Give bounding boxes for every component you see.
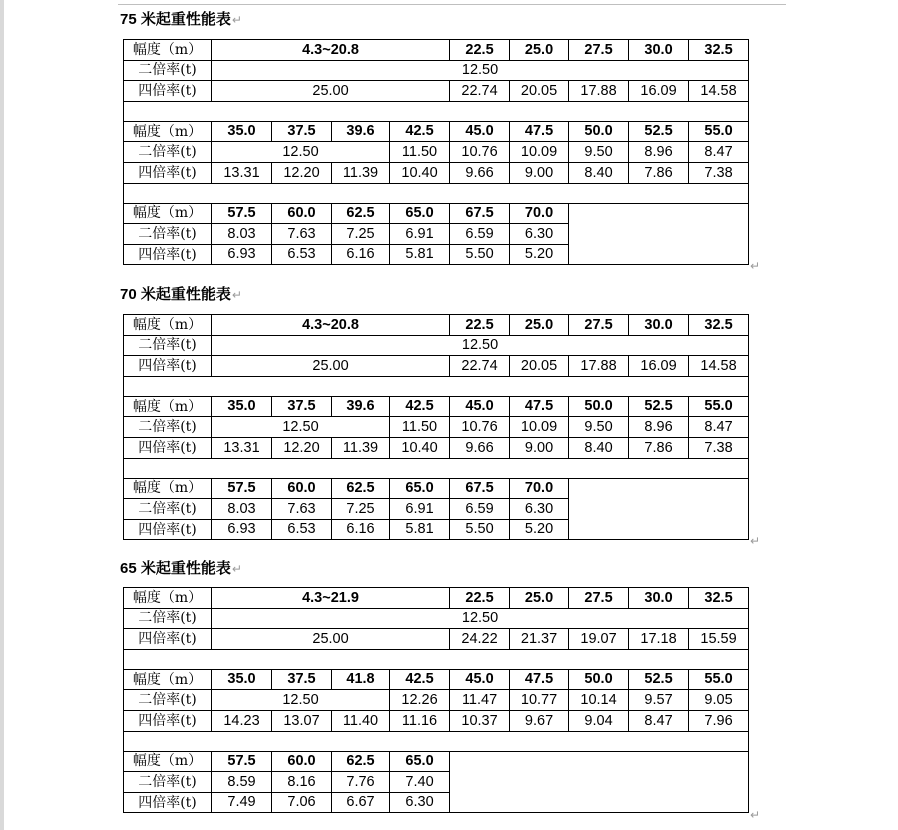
quad-rate-cell: 6.53 — [272, 244, 332, 265]
row-label-quad: 四倍率(t) — [124, 629, 212, 650]
amplitude-row — [124, 315, 749, 336]
amplitude-cell: 27.5 — [569, 588, 629, 609]
quad-rate-cell: 17.18 — [629, 629, 689, 650]
row-label-amplitude: 幅度（m） — [124, 40, 212, 61]
double-rate-cell: 12.26 — [390, 690, 450, 711]
quad-rate-cell: 5.20 — [510, 244, 569, 265]
row-label-quad: 四倍率(t) — [124, 81, 212, 102]
spacer-row — [124, 376, 749, 396]
amplitude-cell: 50.0 — [569, 121, 629, 142]
quad-rate-cell: 11.39 — [332, 437, 390, 458]
amplitude-cell: 35.0 — [212, 121, 272, 142]
quad-rate-cell: 15.59 — [689, 629, 749, 650]
amplitude-cell: 47.5 — [510, 396, 569, 417]
table-title-text: 75 米起重性能表 — [120, 11, 231, 28]
amplitude-cell: 60.0 — [272, 203, 332, 224]
amplitude-cell: 65.0 — [390, 751, 450, 772]
header-rule — [118, 4, 786, 5]
double-rate-cell: 11.50 — [390, 142, 450, 163]
amplitude-row — [124, 396, 749, 417]
row-label-quad: 四倍率(t) — [124, 437, 212, 458]
amplitude-cell: 41.8 — [332, 669, 390, 690]
amplitude-row — [124, 588, 749, 609]
quad-rate-cell: 6.16 — [332, 519, 390, 540]
double-rate-cell: 6.91 — [390, 499, 450, 520]
row-label-quad: 四倍率(t) — [124, 519, 212, 540]
amplitude-row — [124, 203, 749, 224]
row-label-amplitude: 幅度（m） — [124, 478, 212, 499]
quad-rate-cell: 14.58 — [689, 356, 749, 377]
row-label-amplitude: 幅度（m） — [124, 396, 212, 417]
double-rate-cell: 6.30 — [510, 224, 569, 245]
double-rate-row — [124, 608, 749, 629]
amplitude-range-cell: 4.3~20.8 — [212, 40, 450, 61]
amplitude-cell: 39.6 — [332, 121, 390, 142]
quad-rate-cell: 11.40 — [332, 710, 390, 731]
double-rate-cell: 11.47 — [450, 690, 510, 711]
load-chart-table — [123, 587, 749, 813]
quad-rate-row — [124, 356, 749, 377]
spacer-cell — [124, 649, 749, 669]
quad-rate-cell: 5.81 — [390, 244, 450, 265]
double-rate-row — [124, 142, 749, 163]
spacer-cell — [124, 376, 749, 396]
double-rate-row — [124, 335, 749, 356]
quad-rate-cell: 5.20 — [510, 519, 569, 540]
row-label-double: 二倍率(t) — [124, 499, 212, 520]
quad-rate-merged-cell: 25.00 — [212, 81, 450, 102]
double-rate-cell: 8.96 — [629, 417, 689, 438]
amplitude-cell: 65.0 — [390, 203, 450, 224]
quad-rate-cell: 5.81 — [390, 519, 450, 540]
double-rate-cell: 8.03 — [212, 499, 272, 520]
double-rate-merged-cell: 12.50 — [212, 608, 749, 629]
double-rate-merged-cell: 12.50 — [212, 690, 390, 711]
double-rate-cell: 9.57 — [629, 690, 689, 711]
double-rate-cell: 6.91 — [390, 224, 450, 245]
amplitude-cell: 25.0 — [510, 315, 569, 336]
quad-rate-cell: 6.93 — [212, 519, 272, 540]
row-label-amplitude: 幅度（m） — [124, 588, 212, 609]
double-rate-merged-cell: 12.50 — [212, 417, 390, 438]
quad-rate-cell: 12.20 — [272, 437, 332, 458]
double-rate-cell: 6.59 — [450, 224, 510, 245]
amplitude-cell: 60.0 — [272, 751, 332, 772]
quad-rate-cell: 10.40 — [390, 162, 450, 183]
double-rate-cell: 7.25 — [332, 499, 390, 520]
quad-rate-cell: 5.50 — [450, 519, 510, 540]
spacer-row — [124, 101, 749, 121]
table-title-text: 65 米起重性能表 — [120, 560, 231, 577]
amplitude-cell: 67.5 — [450, 203, 510, 224]
quad-rate-cell: 12.20 — [272, 162, 332, 183]
quad-rate-cell: 6.16 — [332, 244, 390, 265]
double-rate-cell: 7.25 — [332, 224, 390, 245]
quad-rate-cell: 13.31 — [212, 162, 272, 183]
table-title — [120, 8, 242, 29]
double-rate-cell: 8.47 — [689, 417, 749, 438]
row-label-double: 二倍率(t) — [124, 608, 212, 629]
quad-rate-row — [124, 81, 749, 102]
quad-rate-cell: 24.22 — [450, 629, 510, 650]
amplitude-cell: 50.0 — [569, 669, 629, 690]
quad-rate-cell: 14.58 — [689, 81, 749, 102]
double-rate-cell: 10.76 — [450, 142, 510, 163]
double-rate-row — [124, 417, 749, 438]
quad-rate-row — [124, 629, 749, 650]
table-title — [120, 283, 242, 304]
double-rate-cell: 9.05 — [689, 690, 749, 711]
double-rate-cell: 7.76 — [332, 772, 390, 793]
amplitude-cell: 22.5 — [450, 40, 510, 61]
quad-rate-cell: 7.96 — [689, 710, 749, 731]
double-rate-cell: 7.63 — [272, 499, 332, 520]
amplitude-cell: 47.5 — [510, 121, 569, 142]
quad-rate-cell: 9.66 — [450, 162, 510, 183]
quad-rate-cell: 6.67 — [332, 792, 390, 813]
quad-rate-cell: 16.09 — [629, 356, 689, 377]
amplitude-cell: 47.5 — [510, 669, 569, 690]
quad-rate-cell: 11.16 — [390, 710, 450, 731]
amplitude-cell: 45.0 — [450, 396, 510, 417]
amplitude-cell: 42.5 — [390, 669, 450, 690]
double-rate-cell: 8.59 — [212, 772, 272, 793]
amplitude-cell: 30.0 — [629, 40, 689, 61]
amplitude-cell: 35.0 — [212, 396, 272, 417]
quad-rate-cell: 7.38 — [689, 162, 749, 183]
end-of-cell-mark-icon: ↵ — [750, 808, 761, 822]
double-rate-cell: 8.96 — [629, 142, 689, 163]
paragraph-mark-icon: ↵ — [231, 13, 242, 27]
amplitude-cell: 37.5 — [272, 396, 332, 417]
amplitude-cell: 62.5 — [332, 203, 390, 224]
quad-rate-cell: 10.37 — [450, 710, 510, 731]
amplitude-cell: 52.5 — [629, 121, 689, 142]
quad-rate-cell: 6.30 — [390, 792, 450, 813]
quad-rate-cell: 7.06 — [272, 792, 332, 813]
spacer-cell — [124, 101, 749, 121]
quad-rate-cell: 20.05 — [510, 81, 569, 102]
spacer-row — [124, 458, 749, 478]
amplitude-cell: 60.0 — [272, 478, 332, 499]
amplitude-range-cell: 4.3~21.9 — [212, 588, 450, 609]
spacer-cell — [124, 458, 749, 478]
amplitude-cell: 45.0 — [450, 669, 510, 690]
double-rate-cell: 8.03 — [212, 224, 272, 245]
quad-rate-cell: 5.50 — [450, 244, 510, 265]
amplitude-cell: 25.0 — [510, 40, 569, 61]
amplitude-row — [124, 478, 749, 499]
double-rate-cell: 9.50 — [569, 142, 629, 163]
spacer-cell — [124, 183, 749, 203]
quad-rate-cell: 11.39 — [332, 162, 390, 183]
end-of-cell-mark-icon: ↵ — [750, 259, 761, 273]
quad-rate-cell: 20.05 — [510, 356, 569, 377]
quad-rate-cell: 6.53 — [272, 519, 332, 540]
spacer-row — [124, 731, 749, 751]
amplitude-row — [124, 669, 749, 690]
amplitude-cell: 42.5 — [390, 396, 450, 417]
amplitude-cell: 62.5 — [332, 478, 390, 499]
quad-rate-cell: 19.07 — [569, 629, 629, 650]
quad-rate-cell: 22.74 — [450, 81, 510, 102]
row-label-double: 二倍率(t) — [124, 335, 212, 356]
spacer-cell — [124, 731, 749, 751]
quad-rate-cell: 14.23 — [212, 710, 272, 731]
amplitude-cell: 30.0 — [629, 588, 689, 609]
row-label-quad: 四倍率(t) — [124, 356, 212, 377]
amplitude-cell: 42.5 — [390, 121, 450, 142]
amplitude-cell: 30.0 — [629, 315, 689, 336]
row-label-quad: 四倍率(t) — [124, 244, 212, 265]
amplitude-cell: 37.5 — [272, 121, 332, 142]
amplitude-cell: 70.0 — [510, 478, 569, 499]
amplitude-cell: 22.5 — [450, 315, 510, 336]
amplitude-range-cell: 4.3~20.8 — [212, 315, 450, 336]
double-rate-cell: 10.09 — [510, 142, 569, 163]
amplitude-cell: 22.5 — [450, 588, 510, 609]
quad-rate-cell: 8.47 — [629, 710, 689, 731]
quad-rate-cell: 7.49 — [212, 792, 272, 813]
quad-rate-cell: 6.93 — [212, 244, 272, 265]
double-rate-cell: 10.76 — [450, 417, 510, 438]
page-left-edge — [0, 0, 4, 830]
amplitude-cell: 55.0 — [689, 396, 749, 417]
amplitude-cell: 62.5 — [332, 751, 390, 772]
row-label-amplitude: 幅度（m） — [124, 203, 212, 224]
amplitude-cell: 37.5 — [272, 669, 332, 690]
double-rate-cell: 7.40 — [390, 772, 450, 793]
double-rate-cell: 10.14 — [569, 690, 629, 711]
double-rate-cell: 6.59 — [450, 499, 510, 520]
row-label-amplitude: 幅度（m） — [124, 669, 212, 690]
quad-rate-cell: 9.00 — [510, 437, 569, 458]
amplitude-cell: 35.0 — [212, 669, 272, 690]
quad-rate-cell: 17.88 — [569, 356, 629, 377]
load-chart-table — [123, 39, 749, 265]
double-rate-cell: 6.30 — [510, 499, 569, 520]
amplitude-cell: 52.5 — [629, 669, 689, 690]
empty-block-cell — [450, 751, 749, 813]
row-label-quad: 四倍率(t) — [124, 710, 212, 731]
table-title-text: 70 米起重性能表 — [120, 286, 231, 303]
quad-rate-row — [124, 162, 749, 183]
amplitude-cell: 32.5 — [689, 588, 749, 609]
double-rate-cell: 9.50 — [569, 417, 629, 438]
double-rate-merged-cell: 12.50 — [212, 335, 749, 356]
amplitude-cell: 25.0 — [510, 588, 569, 609]
double-rate-cell: 8.47 — [689, 142, 749, 163]
quad-rate-cell: 17.88 — [569, 81, 629, 102]
amplitude-cell: 52.5 — [629, 396, 689, 417]
amplitude-row — [124, 40, 749, 61]
row-label-double: 二倍率(t) — [124, 417, 212, 438]
amplitude-cell: 70.0 — [510, 203, 569, 224]
amplitude-cell: 50.0 — [569, 396, 629, 417]
quad-rate-cell: 8.40 — [569, 162, 629, 183]
table-title — [120, 557, 242, 578]
row-label-double: 二倍率(t) — [124, 772, 212, 793]
double-rate-merged-cell: 12.50 — [212, 142, 390, 163]
paragraph-mark-icon: ↵ — [231, 288, 242, 302]
row-label-double: 二倍率(t) — [124, 224, 212, 245]
quad-rate-merged-cell: 25.00 — [212, 356, 450, 377]
amplitude-cell: 57.5 — [212, 751, 272, 772]
row-label-amplitude: 幅度（m） — [124, 751, 212, 772]
quad-rate-cell: 7.38 — [689, 437, 749, 458]
empty-block-cell — [569, 478, 749, 540]
quad-rate-cell: 9.66 — [450, 437, 510, 458]
amplitude-cell: 27.5 — [569, 315, 629, 336]
amplitude-cell: 57.5 — [212, 203, 272, 224]
empty-block-cell — [569, 203, 749, 265]
double-rate-cell: 7.63 — [272, 224, 332, 245]
double-rate-row — [124, 690, 749, 711]
double-rate-merged-cell: 12.50 — [212, 60, 749, 81]
quad-rate-cell: 7.86 — [629, 162, 689, 183]
double-rate-row — [124, 60, 749, 81]
quad-rate-cell: 9.04 — [569, 710, 629, 731]
amplitude-cell: 55.0 — [689, 121, 749, 142]
row-label-double: 二倍率(t) — [124, 690, 212, 711]
row-label-quad: 四倍率(t) — [124, 162, 212, 183]
quad-rate-row — [124, 437, 749, 458]
double-rate-cell: 8.16 — [272, 772, 332, 793]
double-rate-cell: 10.77 — [510, 690, 569, 711]
row-label-amplitude: 幅度（m） — [124, 121, 212, 142]
double-rate-cell: 10.09 — [510, 417, 569, 438]
row-label-double: 二倍率(t) — [124, 60, 212, 81]
amplitude-cell: 32.5 — [689, 40, 749, 61]
quad-rate-cell: 16.09 — [629, 81, 689, 102]
quad-rate-cell: 9.67 — [510, 710, 569, 731]
amplitude-cell: 27.5 — [569, 40, 629, 61]
amplitude-cell: 55.0 — [689, 669, 749, 690]
amplitude-row — [124, 121, 749, 142]
amplitude-cell: 45.0 — [450, 121, 510, 142]
quad-rate-cell: 10.40 — [390, 437, 450, 458]
quad-rate-cell: 9.00 — [510, 162, 569, 183]
quad-rate-cell: 22.74 — [450, 356, 510, 377]
amplitude-cell: 57.5 — [212, 478, 272, 499]
row-label-amplitude: 幅度（m） — [124, 315, 212, 336]
end-of-cell-mark-icon: ↵ — [750, 534, 761, 548]
amplitude-cell: 32.5 — [689, 315, 749, 336]
paragraph-mark-icon: ↵ — [231, 562, 242, 576]
quad-rate-cell: 13.07 — [272, 710, 332, 731]
load-chart-table — [123, 314, 749, 540]
quad-rate-cell: 21.37 — [510, 629, 569, 650]
amplitude-cell: 39.6 — [332, 396, 390, 417]
row-label-double: 二倍率(t) — [124, 142, 212, 163]
amplitude-cell: 65.0 — [390, 478, 450, 499]
row-label-quad: 四倍率(t) — [124, 792, 212, 813]
quad-rate-row — [124, 710, 749, 731]
quad-rate-cell: 13.31 — [212, 437, 272, 458]
quad-rate-cell: 8.40 — [569, 437, 629, 458]
quad-rate-cell: 7.86 — [629, 437, 689, 458]
spacer-row — [124, 183, 749, 203]
spacer-row — [124, 649, 749, 669]
quad-rate-merged-cell: 25.00 — [212, 629, 450, 650]
amplitude-cell: 67.5 — [450, 478, 510, 499]
double-rate-cell: 11.50 — [390, 417, 450, 438]
amplitude-row — [124, 751, 749, 772]
